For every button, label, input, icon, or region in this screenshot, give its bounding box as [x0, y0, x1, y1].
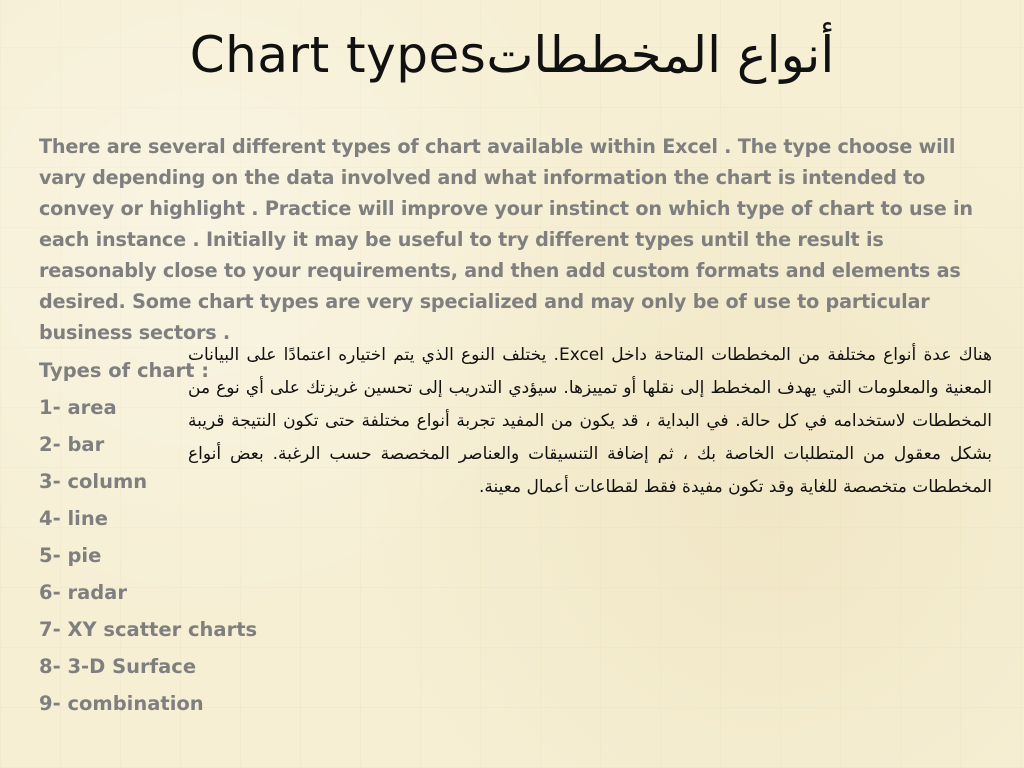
chart-type-item: 8- 3-D Surface: [39, 655, 197, 678]
chart-type-item: 9- combination: [39, 692, 204, 715]
slide-title-arabic: أنواع المخططات: [486, 26, 835, 84]
intro-paragraph: There are several different types of chart available within Excel . The type choose will vary depending on the data involved and what information the chart is intended to convey or highlight . Practice will improve your instinct on which type of chart to use in each instance . Initially it may be useful to try different types until the result is reasonably close to your requirements, and then add custom formats and elements as desired. Some chart types are very specialized and may only be of use to particular business sectors .: [39, 135, 973, 344]
chart-type-item: 2- bar: [39, 433, 105, 456]
chart-type-item: 3- column: [39, 470, 148, 493]
slide-title-english: Chart types: [189, 26, 487, 84]
slide-title: [0, 26, 1024, 84]
chart-type-item: 1- area: [39, 396, 117, 419]
arabic-paragraph: هناك عدة أنواع مختلفة من المخططات المتاحة داخل Excel. يختلف النوع الذي يتم اختياره اعتمادًا على البيانات المعنية والمعلومات التي يهدف المخطط إلى نقلها أو تمييزها. سيؤدي التدريب إلى تحسين غريزتك على أي نوع من المخططات لاستخدامه في كل حالة. في البداية ، قد يكون من المفيد تجربة أنواع مختلفة حتى تكون النتيجة قريبة بشكل معقول من المتطلبات الخاصة بك ، ثم إضافة التنسيقات والعناصر المخصصة حسب الرغبة. بعض أنواع المخططات متخصصة للغاية وقد تكون مفيدة فقط لقطاعات أعمال معينة.: [188, 345, 993, 497]
chart-type-item: 5- pie: [39, 544, 102, 567]
chart-type-item: 4- line: [39, 507, 108, 530]
chart-type-item: 6- radar: [39, 581, 127, 604]
chart-type-item: 7- XY scatter charts: [39, 618, 258, 641]
chart-types-heading: Types of chart :: [39, 359, 210, 382]
